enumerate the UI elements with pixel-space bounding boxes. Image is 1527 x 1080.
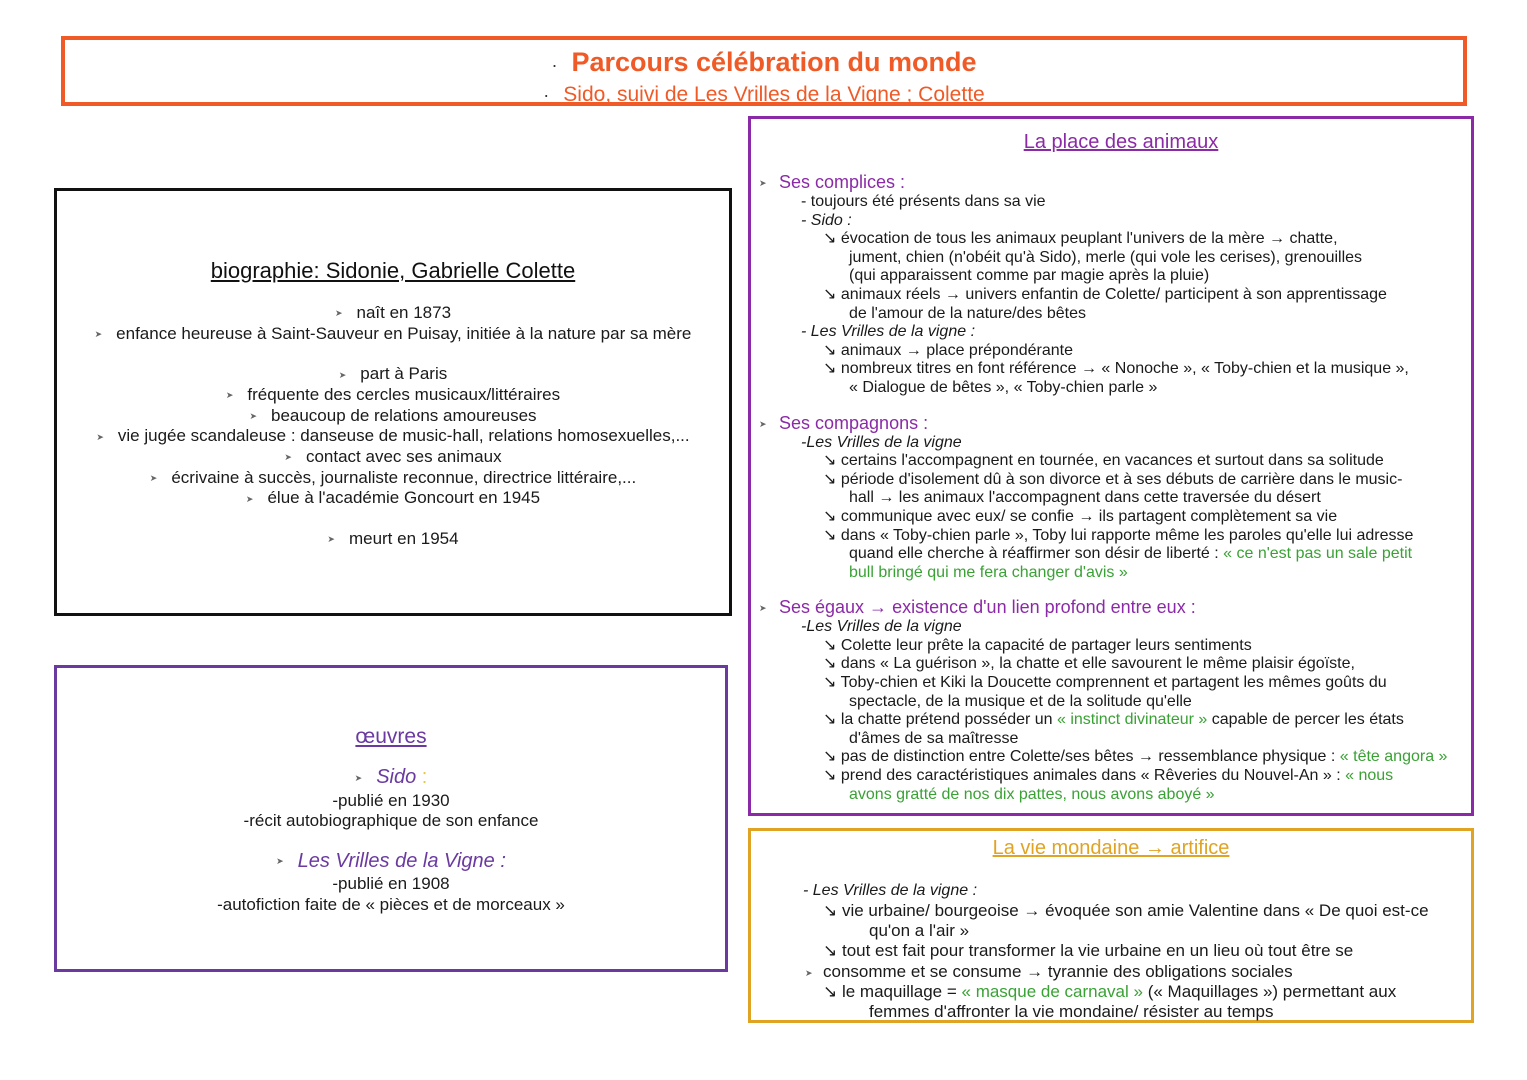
bio-item: ➤ beaucoup de relations amoureuses	[249, 405, 537, 425]
bullet-icon: ➤	[759, 178, 767, 188]
bio-item: ➤ part à Paris	[338, 364, 448, 384]
section-line: (qui apparaissent comme par magie après la pluie)	[849, 267, 1210, 285]
animals-panel	[748, 116, 1474, 816]
bio-item: ➤ élue à l'académie Goncourt en 1945	[245, 488, 541, 508]
section-line: - Les Vrilles de la vigne :	[801, 323, 976, 341]
animals-sections	[751, 171, 1471, 804]
mondaine-line: - Les Vrilles de la vigne :	[803, 882, 978, 899]
section-line: jument, chien (n'obéit qu'à Sido), merle (qui vole les cerises), grenouilles	[849, 248, 1363, 266]
section-line: ↘ pas de distinction entre Colette/ses bêtes → ressemblance physique : « tête angora »	[823, 748, 1448, 766]
section-line: de l'amour de la nature/des bêtes	[849, 304, 1086, 322]
bullet-icon: ➤	[327, 534, 335, 545]
bullet-icon: ➤	[245, 493, 254, 504]
mondaine-line: femmes d'affronter la vie mondaine/ résister au temps	[869, 1002, 1274, 1022]
section-line: ↘ nombreux titres en font référence → « Nonoche », « Toby-chien et la musique »,	[823, 360, 1409, 378]
section-line: ↘ animaux → place prépondérante	[823, 341, 1073, 359]
quote: bull bringé qui me fera changer d'avis »	[849, 563, 1128, 581]
bullet-icon: ➤	[276, 856, 284, 867]
bio-item: ➤ naît en 1873	[334, 303, 452, 322]
mondaine-panel	[748, 828, 1474, 1023]
bullet-icon: ➤	[284, 452, 292, 463]
bio-item: ➤ contact avec ses animaux	[284, 446, 502, 466]
bio-item: ➤ vie jugée scandaleuse : danseuse de music-hall, relations homosexuelles,...	[96, 426, 690, 446]
section-line: d'âmes de sa maîtresse	[849, 729, 1019, 747]
work-detail: -publié en 1930	[332, 790, 450, 810]
quote: « instinct divinateur »	[1057, 711, 1208, 729]
quote: « ce n'est pas un sale petit	[1223, 545, 1413, 563]
section-line: -Les Vrilles de la vigne	[801, 433, 962, 451]
section-line: - Sido :	[801, 211, 852, 229]
section-line: - toujours été présents dans sa vie	[801, 193, 1046, 210]
bullet-icon: ➤	[354, 772, 363, 783]
section-line: ↘ certains l'accompagnent en tournée, en vacances et surtout dans sa solitude	[823, 452, 1384, 470]
quote: « nous	[1345, 767, 1394, 785]
bullet-icon: ➤	[759, 603, 767, 614]
quote: « masque de carnaval »	[961, 981, 1143, 1001]
bio-item: ➤ enfance heureuse à Saint-Sauveur en Puisay, initiée à la nature par sa mère	[94, 323, 692, 343]
page-subtitle: · Sido, suivi de Les Vrilles de la Vigne ; Colette	[543, 83, 985, 106]
animals-heading: La place des animaux	[1023, 131, 1219, 153]
works-heading: œuvres	[355, 725, 427, 748]
subtitle-bullet: ·	[543, 85, 550, 105]
bullet-icon: ➤	[149, 472, 158, 483]
bullet-icon: ➤	[94, 329, 103, 340]
title-banner	[61, 36, 1467, 106]
mondaine-line: qu'on a l'air »	[869, 921, 970, 941]
section-line: ↘ dans « La guérison », la chatte et elle savourent le même plaisir égoïste,	[823, 655, 1355, 673]
section-line: hall → les animaux l'accompagnent dans cette traversée du désert	[849, 489, 1321, 507]
bio-item: ➤ fréquente des cercles musicaux/littéraires	[225, 384, 561, 404]
mondaine-line: ↘ tout est fait pour transformer la vie urbaine en un lieu où tout être se	[823, 941, 1354, 961]
bullet-icon: ➤	[334, 308, 343, 319]
title-bullet: ·	[551, 55, 558, 75]
section-line: ↘ la chatte prétend posséder un « instinct divinateur » capable de percer les états	[823, 711, 1404, 729]
section-line: ↘ prend des caractéristiques animales dans « Rêveries du Nouvel-An » : « nous	[823, 767, 1394, 785]
bio-item: ➤ écrivaine à succès, journaliste reconnue, directrice littéraire,...	[149, 467, 637, 487]
page-title: · Parcours célébration du monde	[551, 47, 977, 77]
section-line: spectacle, de la musique et de la solitude qu'elle	[849, 692, 1192, 710]
mondaine-line: ↘ vie urbaine/ bourgeoise → évoquée son amie Valentine dans « De quoi est-ce	[823, 901, 1429, 920]
bullet-icon: ➤	[805, 967, 813, 978]
section-title: ➤ Ses complices :	[759, 172, 906, 192]
mondaine-line: ➤ consomme et se consume → tyrannie des obligations sociales	[751, 962, 1471, 982]
biography-heading: biographie: Sidonie, Gabrielle Colette	[210, 258, 576, 283]
bullet-icon: ➤	[249, 410, 257, 421]
quote: avons gratté de nos dix pattes, nous avons aboyé »	[849, 785, 1215, 803]
section-line: quand elle cherche à réaffirmer son désir de liberté : « ce n'est pas un sale petit	[849, 545, 1413, 563]
section-line	[751, 564, 1471, 583]
bio-item: ➤ meurt en 1954	[327, 528, 459, 548]
section-line: ↘ Colette leur prête la capacité de partager leurs sentiments	[823, 636, 1252, 654]
section-title: ➤ Ses compagnons :	[759, 412, 929, 433]
section-line	[751, 786, 1471, 805]
section-line: « Dialogue de bêtes », « Toby-chien parle »	[849, 378, 1158, 396]
work-detail: -autofiction faite de « pièces et de morceaux »	[217, 894, 565, 914]
works-panel	[54, 665, 728, 972]
bullet-icon: ➤	[96, 431, 104, 442]
work-detail: -publié en 1908	[332, 874, 450, 894]
section-line: ↘ évocation de tous les animaux peuplant l'univers de la mère → chatte,	[823, 230, 1338, 248]
quote: « tête angora »	[1339, 748, 1448, 766]
section-line: ↘ période d'isolement dû à son divorce et à ses débuts de carrière dans le music-	[823, 470, 1403, 488]
section-line: -Les Vrilles de la vigne	[801, 618, 962, 636]
mondaine-heading: La vie mondaine → artifice	[992, 837, 1230, 859]
section-title: ➤ Ses égaux → existence d'un lien profond entre eux :	[759, 597, 1196, 618]
work-detail: -récit autobiographique de son enfance	[243, 811, 539, 831]
biography-panel	[54, 188, 732, 616]
mondaine-lines	[751, 881, 1471, 1022]
work-title: ➤ Les Vrilles de la Vigne :	[276, 849, 506, 872]
section-line: ↘ communique avec eux/ se confie → ils partagent complètement sa vie	[823, 507, 1338, 525]
section-line: ↘ Toby-chien et Kiki la Doucette comprennent et partagent les mêmes goûts du	[823, 674, 1387, 692]
section-line: ↘ animaux réels → univers enfantin de Colette/ participent à son apprentissage	[823, 285, 1387, 303]
work-title: ➤ Sido :	[354, 766, 428, 788]
bullet-icon: ➤	[338, 369, 347, 380]
section-line: ↘ dans « Toby-chien parle », Toby lui rapporte même les paroles qu'elle lui adresse	[823, 526, 1414, 544]
bullet-icon: ➤	[759, 418, 767, 429]
mondaine-line: ↘ le maquillage = « masque de carnaval » (« Maquillages ») permettant aux	[823, 981, 1397, 1001]
bullet-icon: ➤	[225, 390, 234, 401]
